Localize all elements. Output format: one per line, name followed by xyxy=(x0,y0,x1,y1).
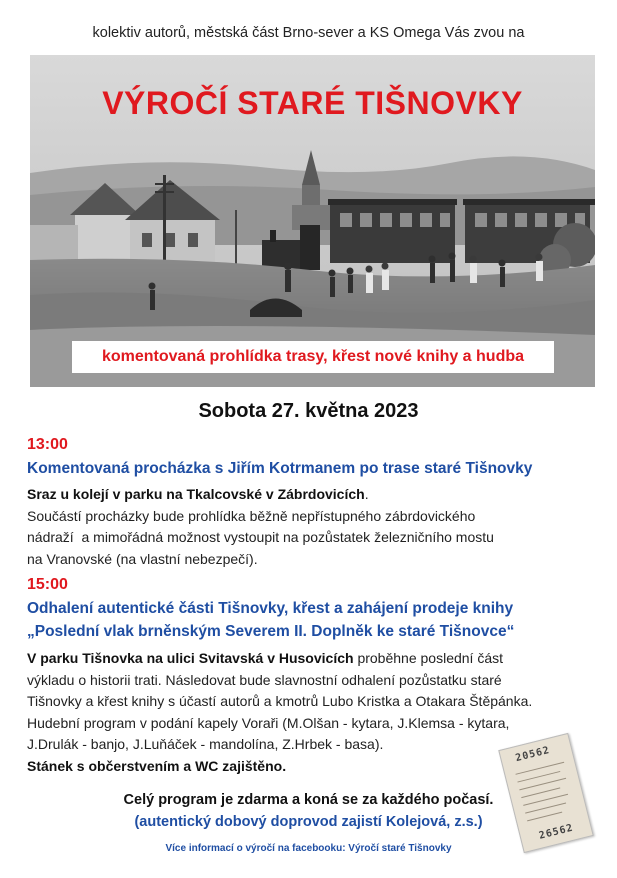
event-1-line-3: na Vranovské (na vlastní nebezpečí). xyxy=(27,550,258,567)
event-2-line-4: J.Drulák - banjo, J.Luňáček - mandolína, Z.Hrbek - basa). xyxy=(27,736,384,752)
event-2-line-1: výkladu o historii trati. Následovat bude slavnostní odhalení pozůstatku staré xyxy=(27,671,502,688)
photo-caption-banner: komentovaná prohlídka trasy, křest nové knihy a hudba xyxy=(72,341,554,373)
historic-train-photo xyxy=(30,55,595,387)
footer-free-program: Celý program je zdarma a koná se za každého počasí. xyxy=(123,792,494,808)
ticket-number-bottom: 26562 xyxy=(537,822,575,842)
invitation-intro: kolektiv autorů, městská část Brno-sever a KS Omega Vás zvou na xyxy=(92,25,525,41)
event-title: VÝROČÍ STARÉ TIŠNOVKY xyxy=(102,85,523,121)
footer-escort-note: (autentický dobový doprovod zajistí Kolejová, z.s.) xyxy=(134,814,483,830)
event-1-description xyxy=(27,484,602,570)
event-date: Sobota 27. května 2023 xyxy=(198,400,419,422)
footer-facebook-info: Více informací o výročí na facebooku: Výročí staré Tišnovky xyxy=(165,843,452,854)
event-2-line-3: Hudební program v podání kapely Voraři (M.Olšan - kytara, J.Klemsa - kytara, xyxy=(27,714,510,731)
event-1-heading: Komentovaná procházka s Jiřím Kotrmanem po trase staré Tišnovky xyxy=(27,460,533,477)
event-1-time: 13:00 xyxy=(27,436,68,453)
event-2-location: V parku Tišnovka na ulici Svitavská v Husovicích proběhne poslední část xyxy=(27,650,504,666)
event-1-line-2: nádraží a mimořádná možnost vystoupit na pozůstatek železničního mostu xyxy=(27,529,494,545)
ticket-number-top: 20562 xyxy=(514,744,552,765)
event-2-line-2: Tišnovky a křest knihy s účastí autorů a kmotrů Lubo Kristka a Otakara Štěpánka. xyxy=(27,693,533,709)
event-2-heading-1: Odhalení autentické části Tišnovky, křest a zahájení prodeje knihy xyxy=(27,600,514,617)
event-1-line-1: Součástí procházky bude prohlídka běžně nepřístupného zábrdovického xyxy=(27,507,476,524)
event-2-heading-2: „Poslední vlak brněnským Severem II. Doplněk ke staré Tišnovce“ xyxy=(27,623,515,640)
event-1-meeting-point: Sraz u kolejí v parku na Tkalcovské v Zábrdovicích. xyxy=(27,486,369,502)
event-2-closing: Stánek s občerstvením a WC zajištěno. xyxy=(27,757,287,774)
event-2-time: 15:00 xyxy=(27,576,68,593)
